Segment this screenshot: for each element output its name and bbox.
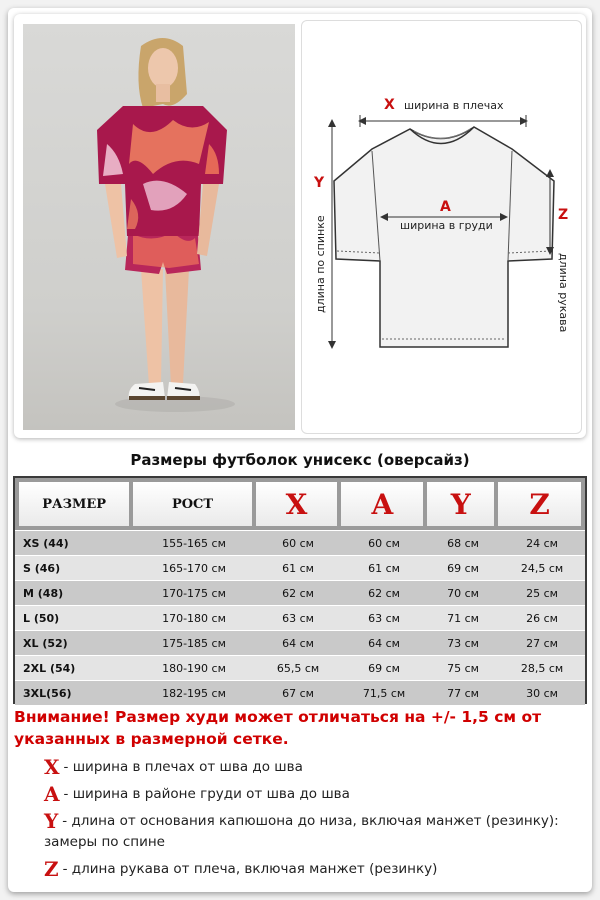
- table-title: Размеры футболок унисекс (оверсайз): [130, 451, 470, 469]
- table-header: [19, 482, 581, 526]
- table-row: 3XL(56) 182-195 см 67 см 71,5 см 77 см 30 см: [15, 680, 585, 705]
- letter-y: Y: [314, 175, 325, 191]
- table-row: L (50) 170-180 см 63 см 63 см 71 см 26 см: [15, 605, 585, 630]
- header-size: РАЗМЕР: [19, 482, 129, 526]
- header-height: РОСТ: [133, 482, 251, 526]
- size-diagram: [301, 20, 582, 434]
- table-row: XS (44) 155-165 см 60 см 60 см 68 см 24 см: [15, 530, 585, 555]
- header-y: Y: [427, 482, 494, 526]
- size-table: [13, 476, 587, 704]
- legend-letter: X: [44, 755, 60, 779]
- label-back-length: длина по спинке: [314, 215, 327, 313]
- legend-item-y: [44, 811, 574, 853]
- legend-item-a: [44, 784, 574, 805]
- letter-z: Z: [558, 207, 569, 223]
- header-z: Z: [498, 482, 581, 526]
- header-a: A: [341, 482, 423, 526]
- label-sleeve-length: длина рукава: [557, 253, 570, 333]
- legend: [44, 757, 574, 886]
- table-row: M (48) 170-175 см 62 см 62 см 70 см 25 см: [15, 580, 585, 605]
- warning-text: Внимание! Размер худи может отличаться на +/- 1,5 см от указанных в размерной сетке.: [14, 708, 542, 748]
- legend-letter: A: [44, 782, 60, 806]
- table-row: XL (52) 175-185 см 64 см 64 см 73 см 27 см: [15, 630, 585, 655]
- label-chest-width: ширина в груди: [400, 219, 493, 232]
- legend-text: - длина рукава от плеча, включая манжет (резинку): [62, 861, 438, 877]
- label-shoulder-width: ширина в плечах: [404, 99, 504, 112]
- table-body: [15, 530, 585, 705]
- model-photo: [23, 24, 295, 430]
- table-row: S (46) 165-170 см 61 см 61 см 69 см 24,5 см: [15, 555, 585, 580]
- legend-letter: Z: [44, 857, 59, 881]
- table-row: 2XL (54) 180-190 см 65,5 см 69 см 75 см 28,5 см: [15, 655, 585, 680]
- legend-text: - ширина в плечах от шва до шва: [63, 759, 303, 775]
- legend-text: - длина от основания капюшона до низа, включая манжет (резинку): замеры по спине: [44, 813, 559, 850]
- letter-a: A: [440, 199, 451, 215]
- legend-item-x: [44, 757, 574, 778]
- letter-x: X: [384, 97, 395, 113]
- legend-item-z: [44, 859, 574, 880]
- legend-text: - ширина в районе груди от шва до шва: [63, 786, 350, 802]
- legend-letter: Y: [44, 809, 59, 833]
- header-x: X: [256, 482, 338, 526]
